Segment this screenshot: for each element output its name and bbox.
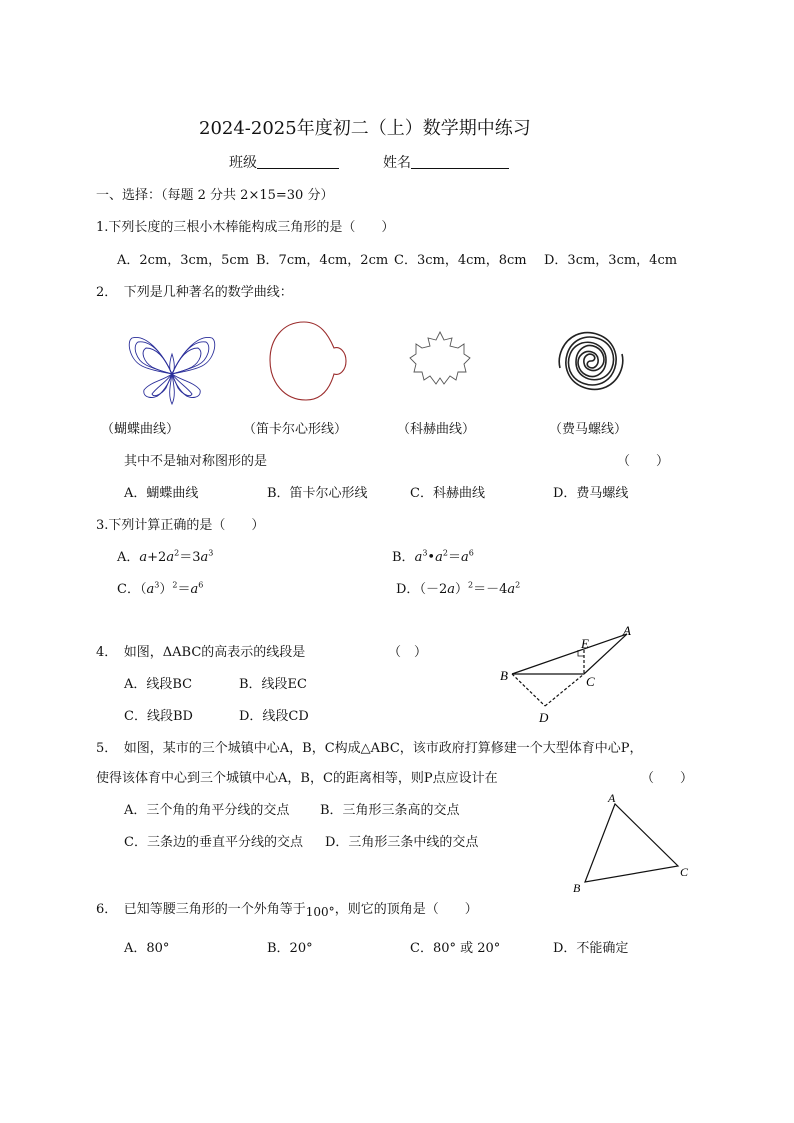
q4-label-c: C (586, 674, 595, 689)
q4-label-e: E (581, 636, 589, 651)
q5-option-d: D．三角形三条中线的交点 (325, 835, 479, 850)
q2-option-b: B．笛卡尔心形线 (267, 486, 368, 501)
q3-option-d: D．$(-2a)^2=-4a^2$ (396, 580, 521, 597)
q5-option-b: B．三角形三条高的交点 (320, 803, 460, 818)
q6-option-b: B．20° (267, 941, 313, 956)
q5-option-c: C．三条边的垂直平分线的交点 (124, 835, 303, 850)
q6-option-a: A．80° (124, 941, 170, 956)
q1-option-d: D．3cm，3cm，4cm (544, 253, 678, 268)
q5-triangle-figure (570, 792, 694, 896)
q5-stem-line1: 5． 如图，某市的三个城镇中心A，B，C构成△ABC，该市政府打算修建一个大型体育中心P， (96, 741, 643, 756)
class-label: 班级 (229, 155, 257, 171)
q6-option-c: C．80° 或 20° (410, 941, 501, 956)
q1-option-a: A．2cm，3cm，5cm (117, 253, 250, 268)
q6-angle: 100° (305, 905, 335, 919)
q3-option-b: B．$a^3•a^2=a^6$ (392, 548, 474, 565)
q6-option-d: D．不能确定 (553, 941, 629, 956)
q2-answer-paren: （ ） (617, 454, 670, 469)
page-title: 2024-2025年度初二（上）数学期中练习 (199, 118, 531, 139)
caption-fermat: （费马螺线） (549, 422, 628, 437)
q2-option-c: C．科赫曲线 (410, 486, 485, 501)
q5-stem-line2: 使得该体育中心到三个城镇中心A，B，C的距离相等，则P点应设计在 (96, 771, 498, 786)
q4-option-d: D．线段CD (239, 709, 309, 724)
q5-answer-paren: （ ） (641, 771, 694, 786)
koch-curve-figure (408, 330, 472, 394)
q5-option-a: A．三个角的角平分线的交点 (124, 803, 290, 818)
q2-option-a: A．蝴蝶曲线 (124, 486, 199, 501)
q4-label-b: B (500, 668, 508, 683)
q1-option-c: C．3cm，4cm，8cm (394, 253, 527, 268)
class-blank (257, 154, 339, 169)
q5-label-c: C (680, 865, 689, 879)
q4-label-d: D (539, 710, 549, 725)
cardioid-figure (268, 320, 348, 402)
butterfly-curve-figure (124, 330, 220, 406)
q4-label-a: A (623, 623, 631, 638)
q2-question: 其中不是轴对称图形的是 (124, 454, 268, 469)
q4-option-b: B．线段EC (239, 677, 307, 692)
q3-option-a: A．$a+2a^2=3a^3$ (117, 548, 214, 565)
q4-stem: 4． 如图，ΔABC的高表示的线段是 (96, 645, 306, 660)
q5-label-b: B (573, 881, 581, 895)
fermat-spiral-figure (554, 324, 628, 398)
section-heading: 一、选择：（每题 2 分共 2×15=30 分） (96, 188, 334, 203)
q2-option-d: D．费马螺线 (553, 486, 629, 501)
q4-answer-paren: （ ） (388, 645, 428, 660)
name-field (383, 152, 509, 172)
q4-option-c: C．线段BD (124, 709, 193, 724)
class-field (229, 152, 339, 172)
q2-stem: 2． 下列是几种著名的数学曲线： (96, 285, 293, 300)
q4-triangle-figure (496, 624, 646, 730)
q1-option-b: B．7cm，4cm，2cm (256, 253, 389, 268)
name-blank (411, 154, 509, 169)
q4-option-a: A．线段BC (124, 677, 193, 692)
caption-koch: （科赫曲线） (397, 422, 476, 437)
q1-stem: 1.下列长度的三根小木棒能构成三角形的是（ ） (96, 220, 395, 235)
q5-label-a: A (608, 791, 616, 805)
name-label: 姓名 (383, 155, 411, 171)
q3-option-c: C．$(a^3)^2=a^6$ (117, 580, 204, 597)
q3-stem: 3.下列计算正确的是（ ） (96, 518, 265, 533)
caption-cardioid: （笛卡尔心形线） (243, 422, 348, 437)
q6-stem: 6． 已知等腰三角形的一个外角等于100°，则它的顶角是（ ） (96, 902, 478, 919)
caption-butterfly: （蝴蝶曲线） (101, 422, 180, 437)
